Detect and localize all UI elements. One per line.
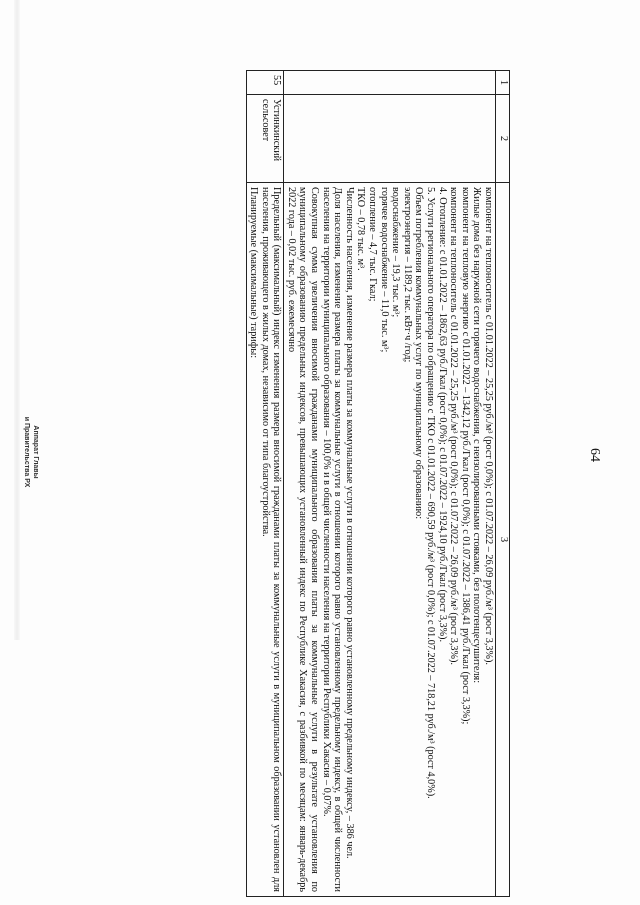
row-55-text bbox=[246, 183, 284, 897]
row-cont-name bbox=[284, 95, 496, 183]
text-line: Жилые дома без наружной сети горячего водоснабжения, с неизолированными стояками, без полотенцесушителя: bbox=[471, 187, 483, 684]
table-row-55 bbox=[246, 71, 284, 897]
header-col-2: 2 bbox=[496, 95, 510, 183]
row-55-name: Устинкинский сельсовет bbox=[246, 95, 284, 183]
text-line: отопление – 4,7 тыс. Гкал; bbox=[367, 187, 379, 302]
row-55-number: 55 bbox=[246, 71, 284, 95]
text-line: 4. Отопление: с 01.01.2022 – 1862,63 руб./Гкал (рост 0,0%); с 01.07.2022 – 1924,10 руб./Гкал (рост 3,3%). bbox=[436, 187, 448, 642]
text-line: ТКО – 0,78 тыс. м³. bbox=[355, 187, 367, 271]
row-cont-text bbox=[284, 183, 496, 897]
table-row-continued bbox=[284, 71, 496, 897]
text-line: Объем потребления коммунальных услуг по муниципальному образованию: bbox=[413, 187, 425, 520]
tariff-table bbox=[246, 70, 510, 897]
text-line: 5. Услуги регионального оператора по обращению с ТКО с 01.01.2022 – 690,59 руб./м³ (рост 0,0%); с 01.07.2022 – 718,21 руб./м³ (рост 4,0%). bbox=[425, 187, 437, 799]
stamp-line: и Правительства РХ bbox=[23, 416, 30, 488]
text-line: Численность населения, изменение размера платы за коммунальные услуги в отношении которого равно установленному предельному индексу, – 386 чел. bbox=[343, 187, 355, 859]
text-line: Совокупная сумма увеличения вносимой гражданами муниципального образования платы за коммунальные услуги в результате установления по муниципальному образованию предельных индексов, превышающих установленный индекс по Республике Хакасия, с разбивкой по месяцам: январь-декабрь 2022 года – 0,02 тыс. руб. ежемесячно bbox=[285, 187, 321, 892]
office-stamp bbox=[22, 412, 40, 492]
table-header-row bbox=[496, 71, 510, 897]
text-line: Планируемые (максимальные) тарифы: bbox=[248, 187, 260, 359]
stamp-line: Аппарат Главы bbox=[32, 425, 39, 479]
text-line: компонент на теплоноситель с 01.01.2022 – 25,25 руб./м³ (рост 0,0%); с 01.07.2022 – 26,09 руб./м³ (рост 3,3%). bbox=[483, 187, 494, 665]
text-line: горячее водоснабжение – 11,0 тыс. м³; bbox=[378, 187, 390, 353]
text-line: электроэнергия – 1189,2 тыс. кВт·ч /год; bbox=[401, 187, 413, 363]
text-line: водоснабжение – 19,3 тыс. м³; bbox=[390, 187, 402, 318]
text-line: Доля населения, изменение размера платы за коммунальные услуги в отношении которого равно установленному предельному индексу, в общей численности населения на территории муниципального образования – 100,0% и в общей численности населения на территории Республики Хакасия – 0,07%. bbox=[320, 187, 344, 892]
page-number: 64 bbox=[587, 448, 602, 462]
text-line: Предельный (максимальный) индекс изменения размера вносимой гражданами платы за коммунальные услуги в муниципальном образовании установлен для населения, проживающего в жилых домах, независимо от типа благоустройства. bbox=[259, 187, 283, 892]
text-line: компонент на тепловую энергию с 01.01.2022 – 1342,12 руб./Гкал (рост 0,0%); с 01.07.2022 – 1386,41 руб./Гкал (рост 3,3%); bbox=[459, 187, 471, 725]
header-col-3: 3 bbox=[496, 183, 510, 897]
header-col-1: 1 bbox=[496, 71, 510, 95]
text-line: компонент на теплоноситель с 01.01.2022 – 25,25 руб./м³ (рост 0,0%); с 01.07.2022 – 26,09 руб./м³ (рост 3,3%). bbox=[448, 187, 460, 665]
row-cont-number bbox=[284, 71, 496, 95]
